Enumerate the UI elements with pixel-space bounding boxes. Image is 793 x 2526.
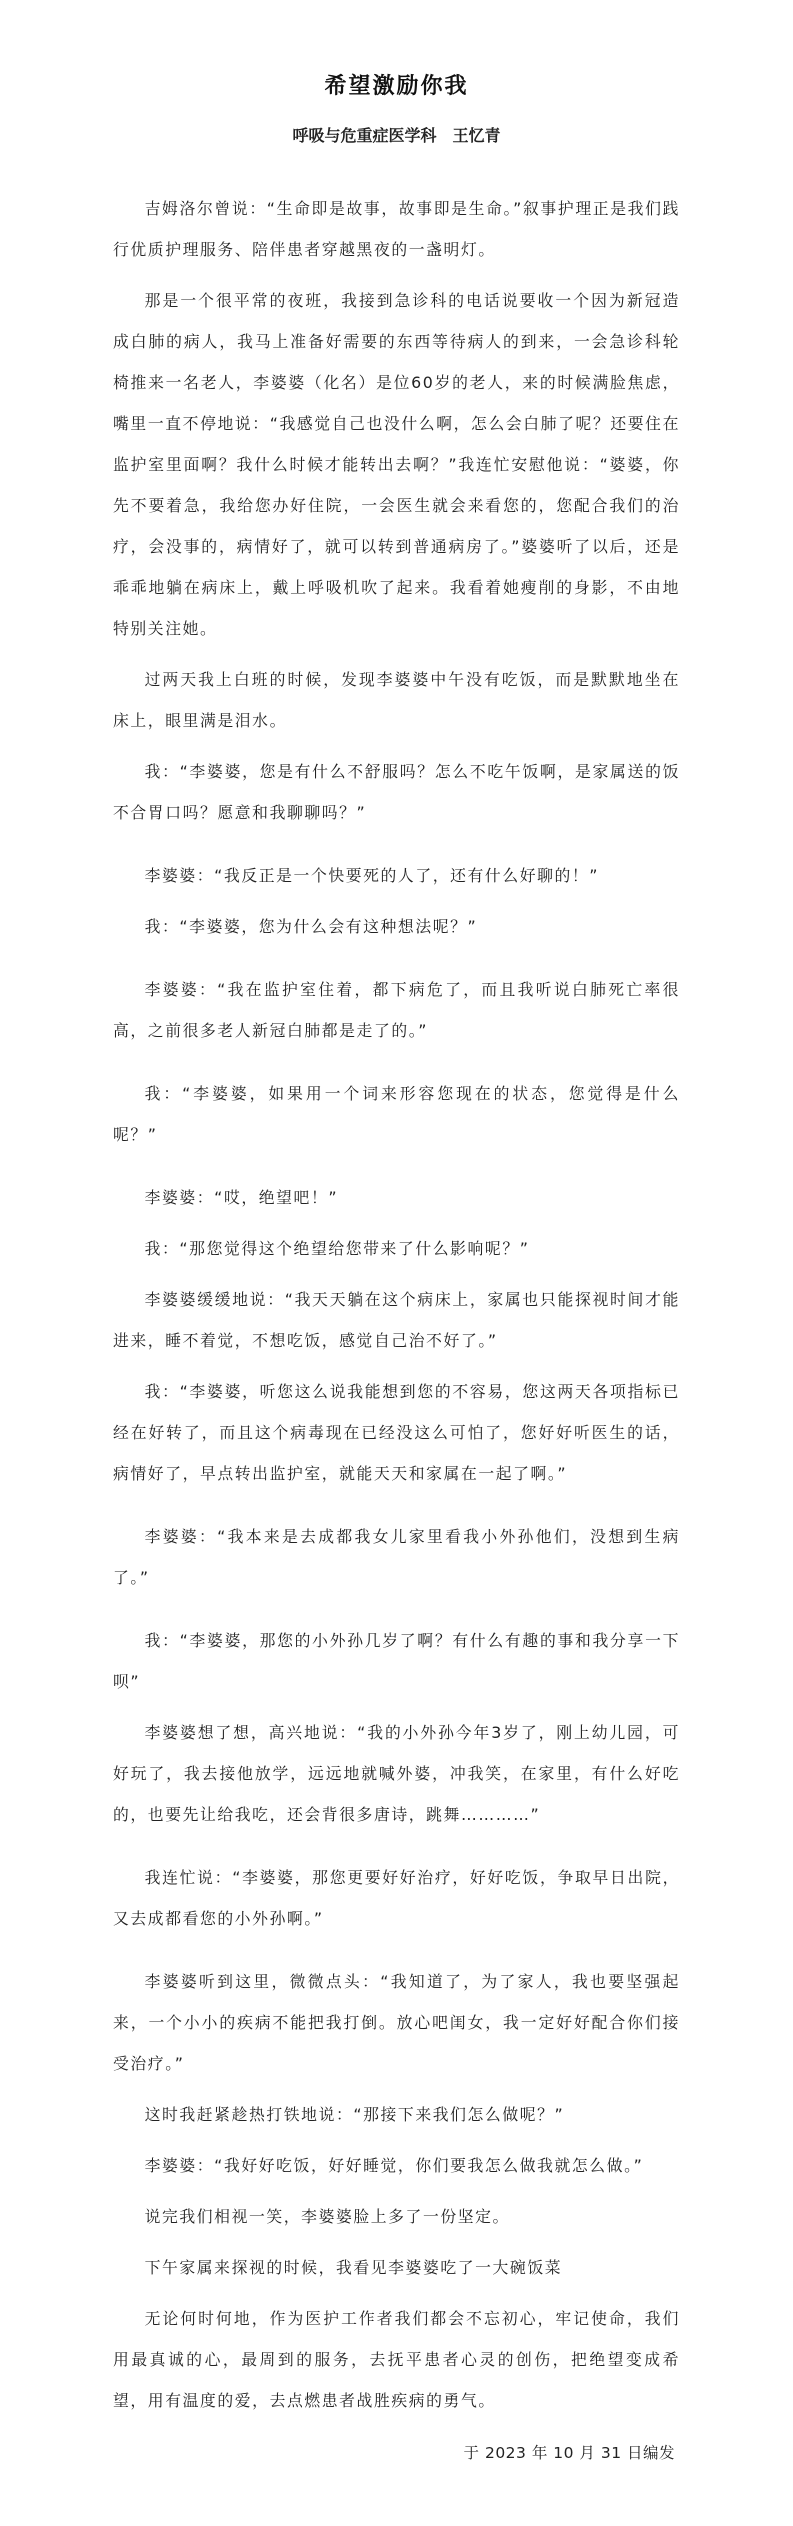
dialogue-line: 李婆婆：“哎，绝望吧！” [144,1188,339,1207]
dialogue-line: 李婆婆想了想，高兴地说：“我的小外孙今年3岁了，刚上幼儿园，可好玩了，我去接他放学，远远地就喊外婆，冲我笑，在家里，有什么好吃的，也要先让给我吃，还会背很多唐诗，跳舞…………” [113,1723,680,1824]
dialogue-line: 我：“李婆婆，您是有什么不舒服吗？怎么不吃午饭啊，是家属送的饭不合胃口吗？愿意和我聊聊吗？” [113,762,680,822]
dialogue-line: 我：“那您觉得这个绝望给您带来了什么影响呢？” [144,1239,530,1258]
dialogue-line: 李婆婆：“我反正是一个快要死的人了，还有什么好聊的！” [144,866,600,885]
dialogue-line: 李婆婆缓缓地说：“我天天躺在这个病床上，家属也只能探视时间才能进来，睡不着觉，不想吃饭，感觉自己治不好了。” [113,1290,680,1350]
dialogue-line: 我：“李婆婆，那您的小外孙几岁了啊？有什么有趣的事和我分享一下呗” [113,1631,680,1691]
paragraph-night-shift: 那是一个很平常的夜班，我接到急诊科的电话说要收一个因为新冠造成白肺的病人，我马上准备好需要的东西等待病人的到来，一会急诊科轮椅推来一名老人，李婆婆（化名）是位60岁的老人，来的时候满脸焦虑，嘴里一直不停地说：“我感觉自己也没什么啊，怎么会白肺了呢？还要住在监护室里面啊？我什么时候才能转出去啊？”我连忙安慰他说：“婆婆，你先不要着急，我给您办好住院，一会医生就会来看您的，您配合我们的治疗，会没事的，病情好了，就可以转到普通病房了。”婆婆听了以后，还是乖乖地躺在病床上，戴上呼吸机吹了起来。我看着她瘦削的身影，不由地特别关注她。 [113,291,680,638]
dialogue-line: 李婆婆：“我在监护室住着，都下病危了，而且我听说白肺死亡率很高，之前很多老人新冠白肺都是走了的。” [113,980,680,1040]
document-title: 希望激励你我 [324,74,469,99]
dialogue-line: 李婆婆：“我本来是去成都我女儿家里看我小外孙他们，没想到生病了。” [113,1527,680,1587]
paragraph-family-visit: 下午家属来探视的时候，我看见李婆婆吃了一大碗饭菜 [144,2258,563,2277]
dialogue-line: 李婆婆：“我好好吃饭，好好睡觉，你们要我怎么做我就怎么做。” [144,2156,644,2175]
paragraph-conclusion: 无论何时何地，作为医护工作者我们都会不忘初心，牢记使命，我们用最真诚的心，最周到的服务，去抚平患者心灵的创伤，把绝望变成希望，用有温度的爱，去点燃患者战胜疾病的勇气。 [113,2309,680,2410]
publish-date: 于 2023 年 10 月 31 日编发 [463,2444,675,2462]
dialogue-line: 我：“李婆婆，如果用一个词来形容您现在的状态，您觉得是什么呢？” [113,1084,680,1144]
paragraph-smile: 说完我们相视一笑，李婆婆脸上多了一份坚定。 [144,2207,510,2226]
paragraph-day-shift: 过两天我上白班的时候，发现李婆婆中午没有吃饭，而是默默地坐在床上，眼里满是泪水。 [113,670,680,730]
dialogue-line: 李婆婆听到这里，微微点头：“我知道了，为了家人，我也要坚强起来，一个小小的疾病不能把我打倒。放心吧闺女，我一定好好配合你们接受治疗。” [113,1972,680,2073]
dialogue-line: 这时我赶紧趁热打铁地说：“那接下来我们怎么做呢？” [144,2105,565,2124]
dialogue-line: 我：“李婆婆，您为什么会有这种想法呢？” [144,917,478,936]
paragraph-intro: 吉姆洛尔曾说：“生命即是故事，故事即是生命。”叙事护理正是我们践行优质护理服务、陪伴患者穿越黑夜的一盏明灯。 [113,199,680,259]
dialogue-line: 我连忙说：“李婆婆，那您更要好好治疗，好好吃饭，争取早日出院，又去成都看您的小外孙啊。” [113,1868,680,1928]
dialogue-line: 我：“李婆婆，听您这么说我能想到您的不容易，您这两天各项指标已经在好转了，而且这个病毒现在已经没这么可怕了，您好好听医生的话，病情好了，早点转出监护室，就能天天和家属在一起了啊。” [113,1382,680,1483]
article-body [113,188,680,2421]
author-byline: 呼吸与危重症医学科 王忆青 [292,126,501,145]
